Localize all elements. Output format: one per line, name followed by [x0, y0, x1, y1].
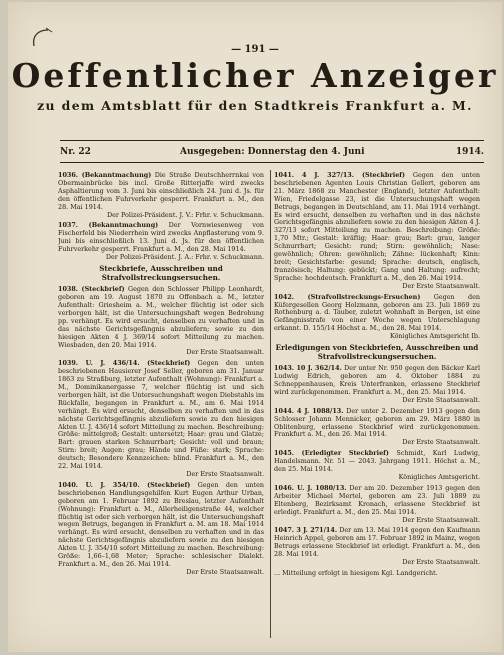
notice-signature: Der Erste Staatsanwalt.: [402, 515, 480, 524]
notice-body: Gegen den Küfergesellen Georg Holzmann, geboren am 23. Juli 1869 zu Rothenburg a. d. Tauber, zuletzt wohnhaft in Bergen, ist eine Gefängnisstrafe von einer Woche wegen Unterschlagung erkannt. D. 155/14 Höchst a. M., den 28. Mai 1914.: [274, 292, 480, 333]
issue-year: 1914.: [455, 147, 484, 157]
header-rule-bottom: [60, 162, 484, 163]
notice-entry: [58, 360, 264, 479]
notice-entry: [274, 294, 480, 341]
notice-signature: Der Erste Staatsanwalt.: [402, 558, 480, 567]
notice-signature: Der Erste Staatsanwalt.: [402, 281, 480, 290]
notice-heading: 1044. 4 J. 1088/13.: [274, 406, 344, 415]
notice-signature: Königliches Amtsgericht Ib.: [389, 332, 480, 341]
notice-heading: 1037. (Bekanntmachung): [58, 221, 159, 230]
notice-body: Schmidt, Karl Ludwig, Handelsmann. Nr. 51 — 2043. Jahrgang 1911. Höchst a. M., den 25. Mai 1914.: [274, 449, 480, 474]
notice-entry: [274, 172, 480, 291]
notice-body: Gegen den unten beschriebenen Hausierer Josef Seller, geboren am 31. Januar 1863 zu Straßburg, letzter Aufenthalt (Wohnung): Frankfurt a. M., Dominikanergasse 7, welcher flüchtig ist und sich verborgen hält, ist die Untersuchungshaft wegen Diebstahls im Rückfalle, begangen in Frankfurt a. M., am 6. Mai 1914 verhängt. Es wird ersucht, denselben zu verhaften und in das nächste Gerichtsgefängnis abzuliefern sowie zu den hiesigen Akten U. J. 436/14 sofort Mitteilung zu machen. Beschreibung: Größe: mittelgroß; Gestalt: untersetzt; Haar: grau und Glatze; Bart: grauen starken Schnurrbart; Gesicht: voll und braun; Stirn: breit; Augen: grau; Hände und Füße: stark; Sprache: deutsch; Besondere Kennzeichen: blind. Frankfurt a. M., den 22. Mai 1914.: [58, 359, 264, 471]
notice-signature: Der Polizei-Präsident. J. A.: Frhr. v. Schuckmann.: [105, 253, 264, 262]
notice-entry: [58, 172, 264, 219]
notice-heading: 1042. (Strafvollstreckungs-Ersuchen): [274, 292, 421, 301]
notice-entry: [274, 527, 480, 567]
issue-number: Nr. 22: [60, 147, 91, 157]
notice-heading: 1040. U. J. 354/10. (Steckbrief): [58, 480, 191, 489]
document-page: [8, 2, 502, 652]
right-column: [274, 172, 480, 638]
issue-line: [60, 147, 484, 161]
notice-signature: Königliches Amtsgericht.: [398, 473, 480, 481]
notice-signature: Der Erste Staatsanwalt.: [186, 348, 264, 357]
notice-heading: 1036. (Bekanntmachung): [58, 172, 152, 179]
notice-entry: [58, 286, 264, 357]
notice-heading: 1043. 10 J. 362/14.: [274, 364, 342, 373]
notice-signature: Der Erste Staatsanwalt.: [186, 567, 264, 576]
column-divider: [270, 170, 271, 638]
notice-body: Gegen den unten beschriebenen Agenten Louis Christian Gellert, geboren am 21. März 1868 zu Manchester (England), letzter Aufenthalt: Wien, Friedelgasse 23, ist die Untersuchungshaft wegen Betrugs, begangen in Deutschland, am 11. Mai 1914 verhängt. Es wird ersucht, denselben zu verhaften und in das nächste Gerichtsgefängnis abzuliefern sowie zu den hiesigen Akten 4 J. 327/13 sofort Mitteilung zu machen. Beschreibung: Größe: 1,70 Mtr.; Gestalt: kräftig; Haar: grau; Bart: grau, langer Schnurrbart; Gesicht: rund; Stirn: gewöhnlich; Nase: gewöhnlich; Ohren: gewöhnlich; Zähne: lückenhaft; Kinn: breit; Gesichtsfarbe: gesund; Sprache: deutsch, englisch, französisch; Haltung: gebückt; Gang und Haltung: aufrecht; Sprache: hochdeutsch. Frankfurt a. M., den 26. Mai 1914.: [274, 172, 480, 282]
notice-heading: 1041. 4 J. 327/13. (Steckbrief): [274, 172, 406, 179]
issue-date: Ausgegeben: Donnerstag den 4. Juni: [180, 147, 365, 157]
notice-body: Der unter 2. Dezember 1913 gegen den Schlosser Johann Mennicker, geboren am 29. März 1880 in Oblitenburg, erlassene Steckbrief wird zurückgenommen. Frankfurt a. M., den 26. Mai 1914.: [274, 406, 480, 439]
notice-body: Der Vornwiesenweg von Fischerfeld bis Niederrhein wird zwecks Anpflasterung vom 9. Juni bis einschließlich 13. Juni d. Js. für den öffentlichen Fuhrverkehr gesperrt. Frankfurt a. M., den 28. Mai 1914.: [58, 221, 264, 254]
notice-body: Gegen den unten beschriebenen Handlungsgehilfen Kurt Eugen Arthur Urban, geboren am 1. Februar 1892 zu Breslau, letzter Aufenthalt (Wohnung): Frankfurt a. M., Allerheiligenstraße 44, welcher flüchtig ist oder sich verborgen hält, ist die Untersuchungshaft wegen Betrugs, begangen in Frankfurt a. M. am 18. Mai 1914 verhängt. Es wird ersucht, denselben zu verhaften und in das nächste Gerichtsgefängnis abzuliefern sowie zu den hiesigen Akten U. J. 354/10 sofort Mitteilung zu machen. Beschreibung: Größe: 1,66–1,68 Meter; Sprache: schlesischer Dialekt. Frankfurt a. M., den 26. Mai 1914.: [58, 480, 264, 568]
notice-entry: [274, 570, 480, 578]
notice-signature: Der Erste Staatsanwalt.: [402, 438, 480, 447]
notice-signature: Der Polizei-Präsident. J. V.: Frhr. v. Schuckmann.: [107, 210, 264, 219]
page-subtitle: zu dem Amtsblatt für den Stadtkreis Frankfurt a. M.: [37, 98, 473, 113]
notice-body: Der am 13. Mai 1914 gegen den Kaufmann Heinrich Appel, geboren am 17. Februar 1892 in Mainz, wegen Betrugs erlassene Steckbrief ist erledigt. Frankfurt a. M., den 28. Mai 1914.: [274, 526, 480, 559]
notice-body: Gegen den Schlosser Philipp Leonhardt, geboren am 19. August 1870 zu Offenbach a. M., letzter Aufenthalt: Griesheim a. M., welcher flüchtig ist oder sich verborgen hält, ist die Untersuchungshaft wegen Bedrohung pp. verhängt. Es wird ersucht, denselben zu verhaften und in das nächste Gerichtsgefängnis abzuliefern; sowie zu den hiesigen Akten 4 J. 369/14 sofort Mitteilung zu machen. Wiesbaden, den 20. Mai 1914.: [58, 285, 264, 349]
notice-body: Der am 20. Dezember 1913 gegen den Arbeiter Michael Mertel, geboren am 23. Juli 1889 zu Eltenberg, Bezirksamt Kronach, erlassene Steckbrief ist erledigt. Frankfurt a. M., den 25. Mai 1914.: [274, 483, 480, 516]
page-number: — 191 —: [231, 44, 279, 55]
notice-heading: 1039. U. J. 436/14. (Steckbrief): [58, 359, 191, 368]
notice-body: ... Mitteilung erfolgt in hiesigem Kgl. Landgericht.: [274, 568, 438, 577]
notice-entry: [274, 365, 480, 405]
notice-entry: [58, 482, 264, 577]
header-rule-top: [60, 140, 484, 141]
notice-signature: Der Erste Staatsanwalt.: [186, 470, 264, 478]
left-column: [58, 172, 264, 638]
page-title: Oeffentlicher Anzeiger: [11, 56, 499, 95]
notice-heading: 1045. (Erledigter Steckbrief): [274, 449, 389, 458]
section-heading: Erledigungen von Steckbriefen, Ausschreiben und Strafvollstreckungsersuchen.: [275, 343, 479, 361]
notice-entry: [274, 450, 480, 482]
notice-signature: Der Erste Staatsanwalt.: [402, 395, 480, 404]
notice-body: Der unter Nr. 950 gegen den Bäcker Karl Ludwig Edrich, geboren am 4. Oktober 1884 zu Schneppenhausen, Kreis Unterfranken, erlassene Steckbrief wird zurückgenommen. Frankfurt a. M., den 25. Mai 1914.: [274, 364, 480, 396]
notice-entry: [274, 485, 480, 525]
notice-entry: [58, 222, 264, 262]
notice-heading: 1047. 3 J. 271/14.: [274, 526, 338, 535]
notice-heading: 1046. U. J. 1080/13.: [274, 483, 347, 492]
notice-body: Die Straße Deutschherrnkai von Obermainbrücke bis incl. Große Ritterjaffe wird zwecks Asphaltierung vom 3. Juni bis einschließlich 24. Juni d. Js. für den öffentlichen Fuhrverkehr gesperrt. Frankfurt a. M., den 28. Mai 1914.: [58, 172, 264, 211]
notice-entry: [274, 408, 480, 448]
notice-heading: 1038. (Steckbrief): [58, 285, 125, 294]
section-heading: Steckbriefe, Ausschreiben und Strafvollstreckungsersuchen.: [99, 263, 223, 282]
